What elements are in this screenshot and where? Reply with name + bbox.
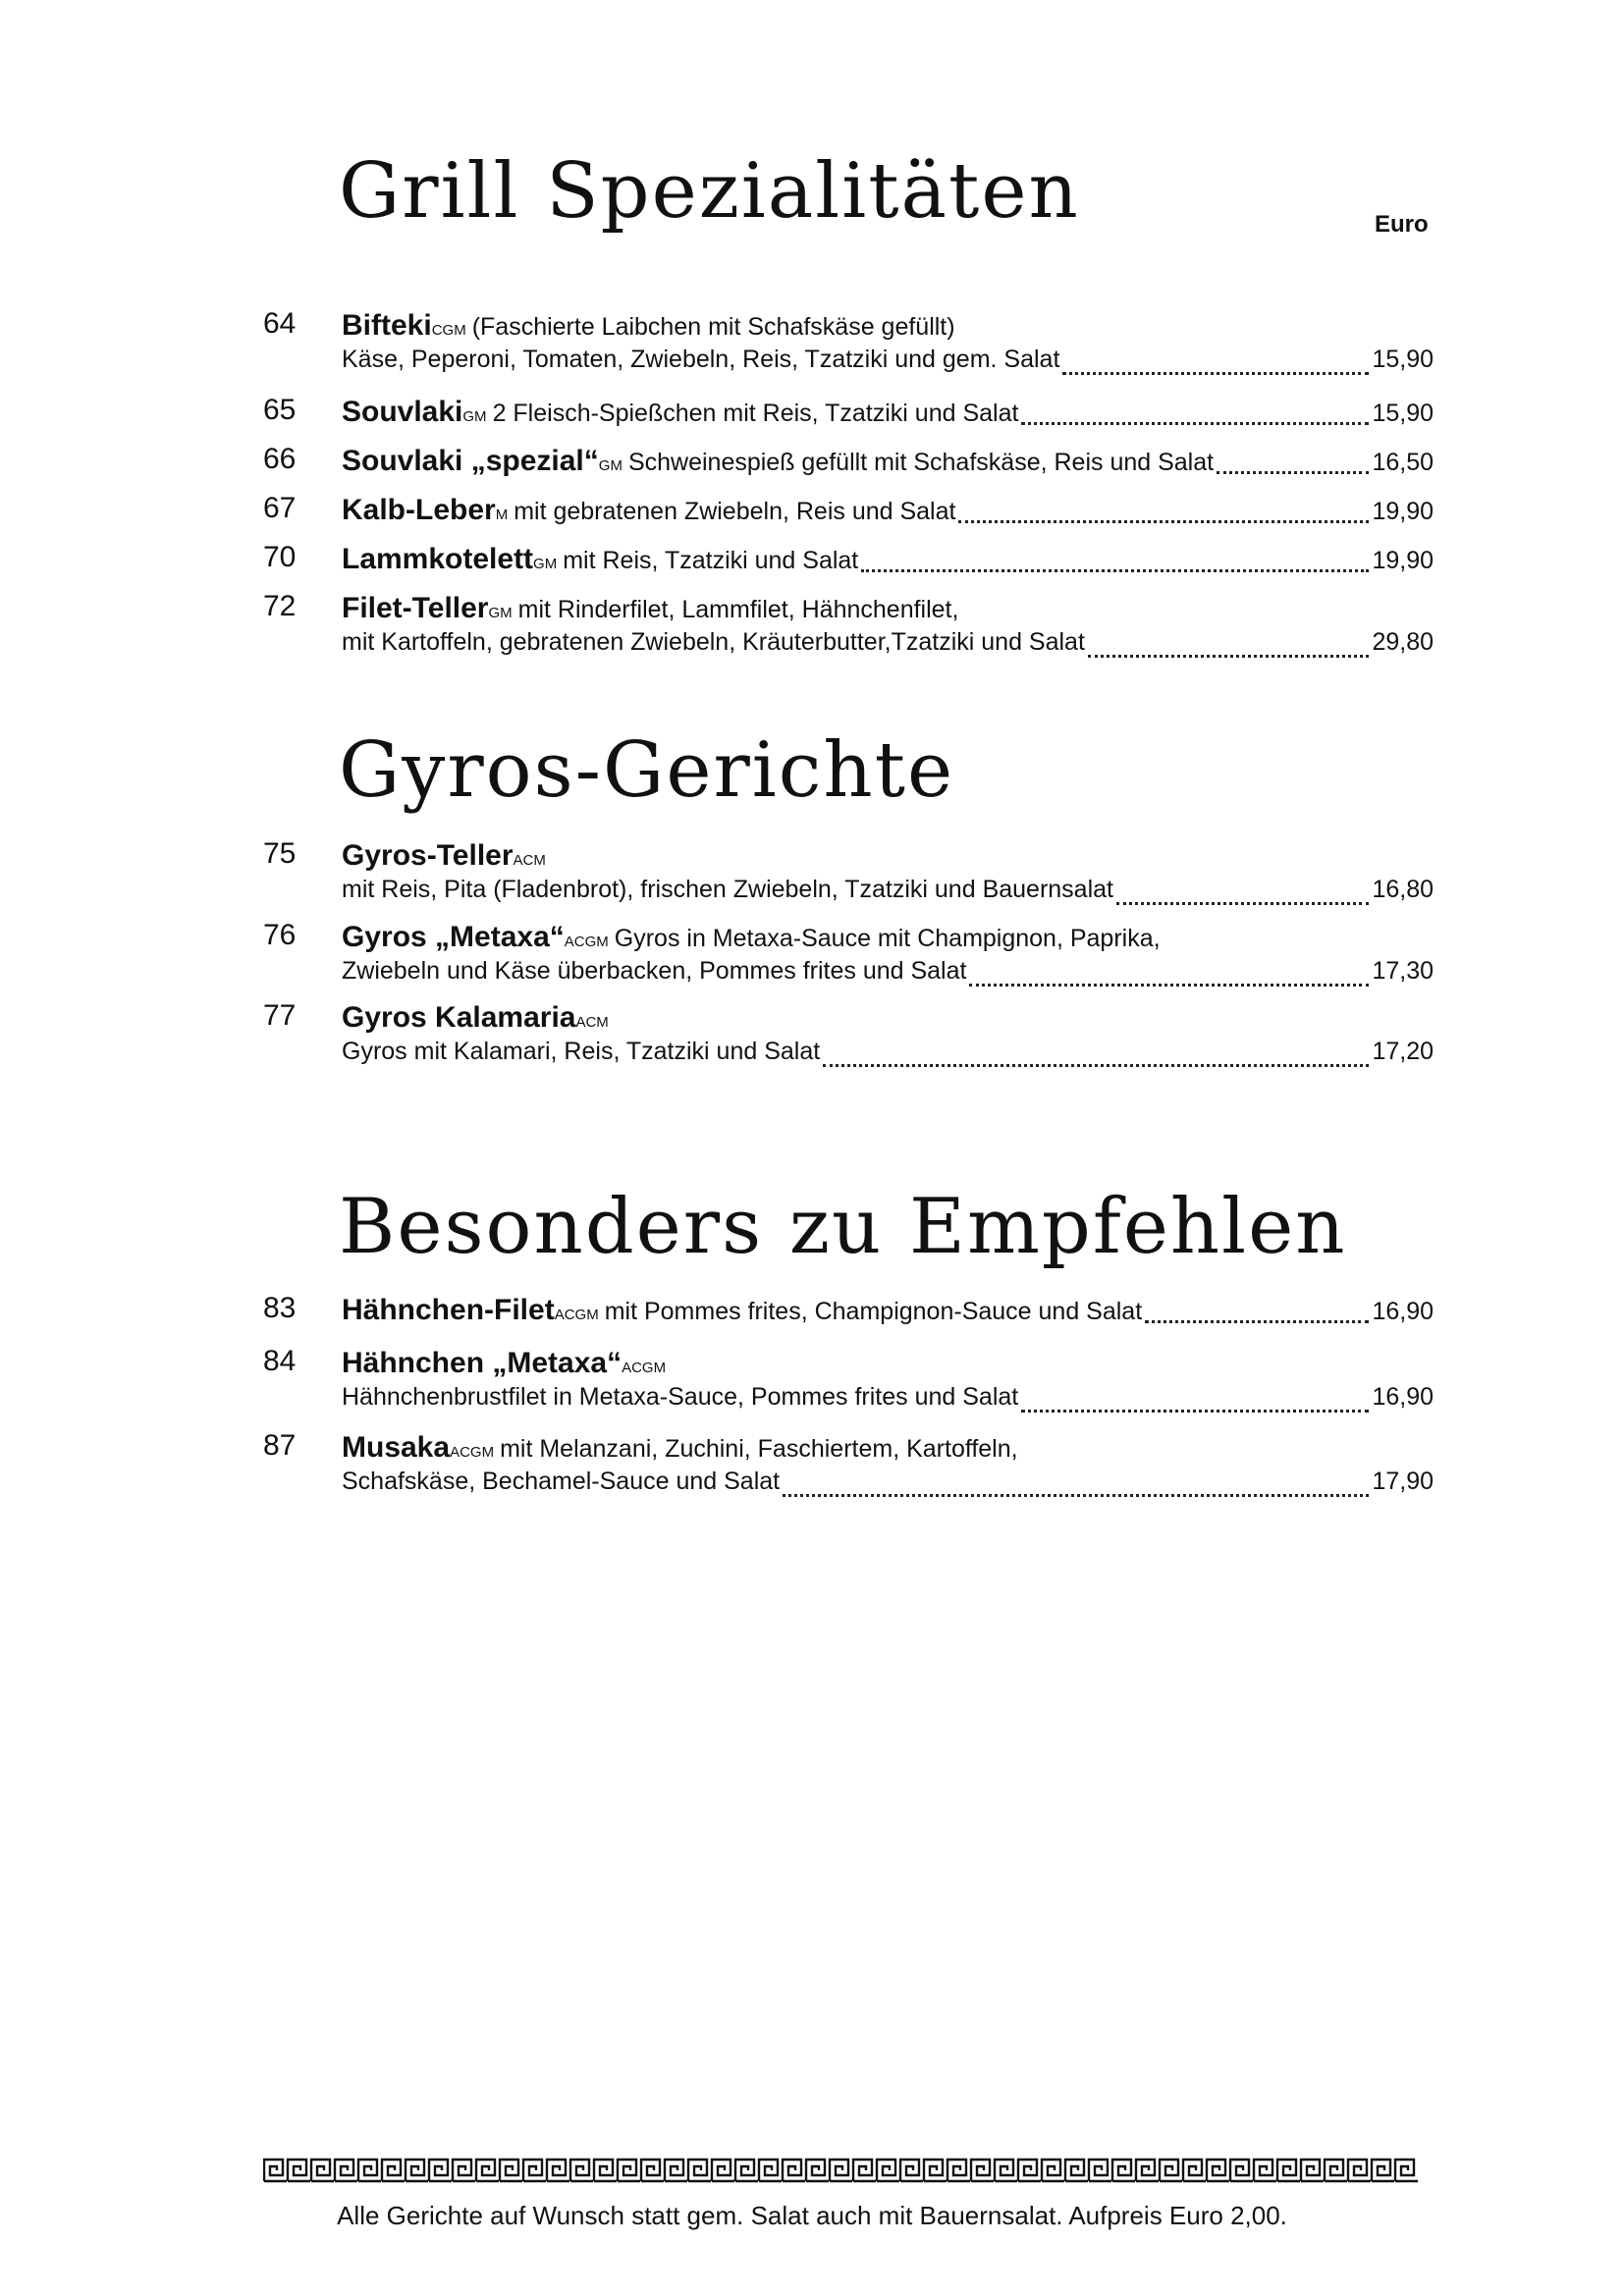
menu-item-line2 <box>342 876 1434 913</box>
menu-item-line1 <box>342 543 1434 580</box>
item-description-continued: Hähnchenbrustfilet in Metaxa-Sauce, Pommes frites und Salat <box>342 1383 1019 1411</box>
item-price: 15,90 <box>1372 346 1434 373</box>
meander-segment <box>311 2160 334 2181</box>
greek-key-border <box>263 2158 1430 2183</box>
allergen-codes: ACM <box>513 852 546 869</box>
item-description: Schweinespieß gefüllt mit Schafskäse, Reis und Salat <box>627 449 1215 476</box>
item-name: Bifteki <box>342 309 432 342</box>
item-number: 70 <box>263 541 297 573</box>
item-number: 83 <box>263 1292 297 1324</box>
dot-leader <box>1116 902 1369 905</box>
allergen-codes: ACGM <box>450 1444 495 1461</box>
meander-segment <box>264 2160 287 2181</box>
item-price: 29,80 <box>1372 628 1434 656</box>
item-number: 75 <box>263 837 297 870</box>
dot-leader <box>1145 1320 1369 1323</box>
meander-segment <box>830 2160 852 2181</box>
item-description-continued: mit Reis, Pita (Fladenbrot), frischen Zwiebeln, Tzatziki und Bauernsalat <box>342 876 1113 903</box>
item-description-continued: Schafskäse, Bechamel-Sauce und Salat <box>342 1468 781 1495</box>
item-name: Gyros Kalamaria <box>342 1001 576 1034</box>
meander-segment <box>1089 2160 1111 2181</box>
meander-segment <box>1325 2160 1347 2181</box>
item-description-continued: Zwiebeln und Käse überbacken, Pommes frites und Salat <box>342 957 967 985</box>
item-description: mit Pommes frites, Champignon-Sauce und Salat <box>604 1298 1143 1325</box>
meander-segment <box>429 2160 452 2181</box>
item-description: mit Melanzani, Zuchini, Faschiertem, Kartoffeln, <box>500 1435 1018 1463</box>
meander-segment <box>1112 2160 1135 2181</box>
menu-item-line1 <box>342 1294 1434 1331</box>
menu-item-line1 <box>342 1431 1434 1468</box>
menu-item-line2 <box>342 1468 1434 1505</box>
item-description-continued: Käse, Peperoni, Tomaten, Zwiebeln, Reis, Tzatziki und gem. Salat <box>342 346 1060 373</box>
item-number: 67 <box>263 492 297 524</box>
item-name: Gyros-Teller <box>342 839 514 872</box>
meander-segment <box>853 2160 876 2181</box>
section-title-gyros: Gyros-Gerichte <box>339 726 955 815</box>
allergen-codes: ACGM <box>554 1307 599 1323</box>
dot-leader <box>861 569 1369 572</box>
meander-segment <box>523 2160 546 2181</box>
meander-segment <box>358 2160 381 2181</box>
meander-segment <box>924 2160 947 2181</box>
meander-segment <box>453 2160 475 2181</box>
meander-segment <box>594 2160 617 2181</box>
allergen-codes: M <box>495 507 509 523</box>
item-description-continued: Gyros mit Kalamari, Reis, Tzatziki und Salat <box>342 1038 821 1065</box>
allergen-codes: GM <box>533 556 558 572</box>
menu-item-line1 <box>342 445 1434 482</box>
item-name: Musaka <box>342 1431 451 1464</box>
item-name: Souvlaki „spezial“ <box>342 445 599 477</box>
item-name: Hähnchen-Filet <box>342 1294 555 1326</box>
dot-leader <box>823 1064 1369 1067</box>
allergen-codes: GM <box>598 457 623 474</box>
menu-item-line1 <box>342 1347 1434 1384</box>
menu-item-line1 <box>342 396 1434 433</box>
menu-item-line1 <box>342 592 1434 629</box>
menu-item-line1 <box>342 309 1434 347</box>
meander-segment <box>1372 2160 1394 2181</box>
item-price: 16,90 <box>1372 1383 1434 1411</box>
meander-segment <box>1348 2160 1371 2181</box>
item-name: Lammkotelett <box>342 543 534 575</box>
item-name: Hähnchen „Metaxa“ <box>342 1347 623 1379</box>
item-description: mit Rinderfilet, Lammfilet, Hähnchenfilet, <box>517 596 959 623</box>
meander-segment <box>476 2160 499 2181</box>
meander-segment <box>1042 2160 1064 2181</box>
meander-segment <box>759 2160 782 2181</box>
dot-leader <box>958 520 1369 523</box>
meander-segment <box>1254 2160 1276 2181</box>
item-number: 87 <box>263 1429 297 1462</box>
meander-segment <box>288 2160 310 2181</box>
item-price: 17,20 <box>1372 1038 1434 1065</box>
menu-item-line2 <box>342 1038 1434 1075</box>
menu-item-line2 <box>342 628 1434 666</box>
item-name: Filet-Teller <box>342 592 489 624</box>
item-price: 15,90 <box>1372 400 1434 427</box>
meander-segment <box>1183 2160 1206 2181</box>
dot-leader <box>1021 1410 1369 1413</box>
meander-segment <box>382 2160 405 2181</box>
menu-item-line1 <box>342 839 1434 877</box>
allergen-codes: ACM <box>575 1014 609 1031</box>
meander-segment <box>500 2160 522 2181</box>
allergen-codes: GM <box>488 605 513 621</box>
item-description: Gyros in Metaxa-Sauce mit Champignon, Paprika, <box>614 925 1161 952</box>
menu-item-line1 <box>342 1001 1434 1039</box>
dot-leader <box>969 984 1369 987</box>
item-number: 77 <box>263 999 297 1032</box>
meander-segment <box>1018 2160 1041 2181</box>
menu-item-line1 <box>342 921 1434 958</box>
meander-segment <box>665 2160 687 2181</box>
item-price: 19,90 <box>1372 498 1434 525</box>
item-price: 16,50 <box>1372 449 1434 476</box>
meander-segment <box>1136 2160 1159 2181</box>
item-number: 72 <box>263 590 297 622</box>
dot-leader <box>1062 372 1369 375</box>
meander-segment <box>806 2160 829 2181</box>
meander-segment <box>1065 2160 1088 2181</box>
allergen-codes: GM <box>462 408 487 425</box>
item-number: 84 <box>263 1345 297 1377</box>
allergen-codes: ACGM <box>622 1360 667 1376</box>
footer-note: Alle Gerichte auf Wunsch statt gem. Salat auch mit Bauernsalat. Aufpreis Euro 2,00. <box>337 2201 1287 2230</box>
item-price: 16,90 <box>1372 1298 1434 1325</box>
item-price: 19,90 <box>1372 547 1434 574</box>
dot-leader <box>783 1494 1369 1497</box>
item-price: 17,30 <box>1372 957 1434 985</box>
item-number: 66 <box>263 443 297 475</box>
meander-segment <box>570 2160 593 2181</box>
allergen-codes: CGM <box>431 322 466 339</box>
item-description: mit Reis, Tzatziki und Salat <box>563 547 859 574</box>
meander-segment <box>712 2160 734 2181</box>
section-title-besonders: Besonders zu Empfehlen <box>339 1183 1347 1271</box>
meander-segment <box>1207 2160 1229 2181</box>
allergen-codes: ACGM <box>564 934 609 950</box>
meander-segment <box>995 2160 1017 2181</box>
meander-segment <box>971 2160 994 2181</box>
meander-segment <box>641 2160 664 2181</box>
menu-item-line2 <box>342 957 1434 994</box>
item-name: Souvlaki <box>342 396 463 428</box>
meander-segment <box>1395 2160 1418 2181</box>
meander-segment <box>900 2160 923 2181</box>
dot-leader <box>1088 655 1370 658</box>
meander-segment <box>547 2160 569 2181</box>
meander-segment <box>947 2160 970 2181</box>
meander-segment <box>735 2160 758 2181</box>
menu-item-line2 <box>342 346 1434 383</box>
meander-segment <box>335 2160 357 2181</box>
item-number: 76 <box>263 919 297 951</box>
meander-segment <box>688 2160 711 2181</box>
meander-segment <box>618 2160 640 2181</box>
meander-segment <box>1301 2160 1324 2181</box>
meander-segment <box>1230 2160 1253 2181</box>
menu-item-line2 <box>342 1383 1434 1420</box>
item-description: mit gebratenen Zwiebeln, Reis und Salat <box>514 498 956 525</box>
item-description-continued: mit Kartoffeln, gebratenen Zwiebeln, Kräuterbutter,Tzatziki und Salat <box>342 628 1085 656</box>
meander-segment <box>783 2160 805 2181</box>
dot-leader <box>1021 422 1369 425</box>
item-price: 17,90 <box>1372 1468 1434 1495</box>
dot-leader <box>1217 471 1369 474</box>
item-price: 16,80 <box>1372 876 1434 903</box>
meander-segment <box>1277 2160 1300 2181</box>
meander-segment <box>1160 2160 1182 2181</box>
item-name: Gyros „Metaxa“ <box>342 921 565 953</box>
item-number: 64 <box>263 307 297 340</box>
item-number: 65 <box>263 394 297 426</box>
menu-item-line1 <box>342 494 1434 531</box>
item-description: (Faschierte Laibchen mit Schafskäse gefüllt) <box>471 313 955 341</box>
section-title-grill: Grill Spezialitäten <box>339 147 1080 236</box>
item-name: Kalb-Leber <box>342 494 496 526</box>
meander-segment <box>406 2160 428 2181</box>
currency-label: Euro <box>1375 211 1429 238</box>
meander-segment <box>877 2160 899 2181</box>
item-description: 2 Fleisch-Spießchen mit Reis, Tzatziki und Salat <box>492 400 1019 427</box>
